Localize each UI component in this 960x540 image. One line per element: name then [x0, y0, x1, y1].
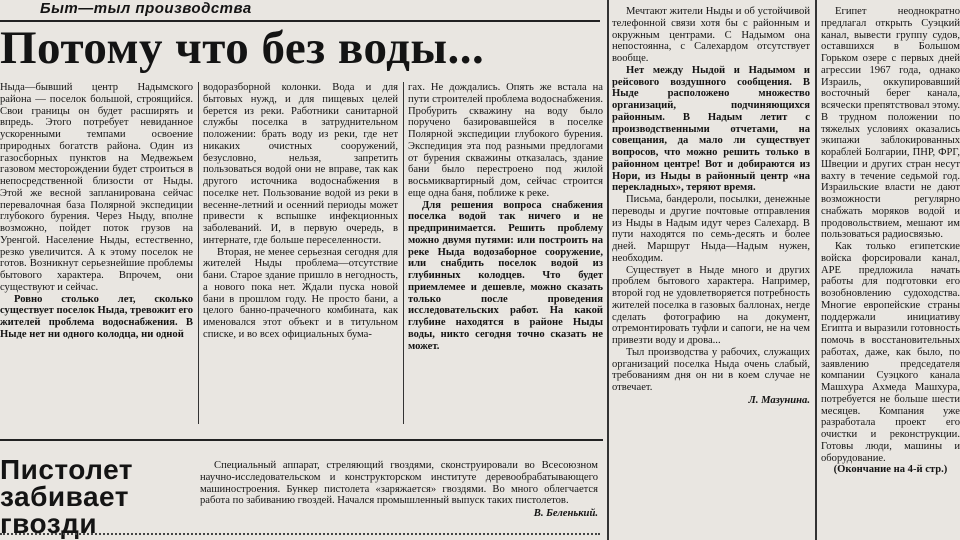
paragraph: Нет между Ныдой и Надымом и рейсового воздушного сообщения. В Ныде расположено множество организаций, подчиняющихся районным. В Надым летит с производственными отчетами, на совещания, да мало ли существует вопросов, что можно решить только в районном центре! Вот и добираются из Нори, из Ныды в районный центр «на перекладных», теряют время. — [612, 64, 810, 194]
paragraph: Тыл производства у рабочих, служащих организаций поселка Ныда очень слабый, требованиям дня он ни в коем случае не отвечает. — [612, 346, 810, 393]
article-column-4 — [612, 6, 810, 536]
paragraph: Для решения вопроса снабжения поселка водой так ничего и не предпринимается. Решить проблему можно двумя путями: или построить на реке Ныда водозаборное сооружение, или снабдить поселок водой из глубинных колодцев. Что будет приемлемее и дешевле, можно сказать только после проведения исследовательских работ. На какой глубине находятся в районе Ныды воды, никто сегодня точно сказать не может. — [408, 199, 603, 352]
column-divider — [198, 82, 199, 424]
paragraph: Мечтают жители Ныды и об устойчивой телефонной связи хотя бы с районным и окружным центрами. С Надымом она непостоянна, с Салехардом отсутствует вообще. — [612, 6, 810, 64]
paragraph: Специальный аппарат, стреляющий гвоздями, сконструировали во Всесоюзном научно-исследовательском и конструкторском институте деревообрабатывающего машиностроения. Бункер пистолета «заряжается» гвоздями. Во много облегчается работа по забиванию гвоздей. Начался промышленный выпуск таких пистолетов. — [200, 460, 598, 507]
bottom-dotted-rule — [0, 533, 600, 535]
section-rubric: Быт—тыл производства — [40, 0, 252, 17]
paragraph: Вторая, не менее серьезная сегодня для жителей Ныды проблема—отсутствие бани. Старое здание пришло в негодность, а нового пока нет. Ждали пуска новой бани в прошлом году. Не просто бани, а целого банно-прачечного комбината, как именовался этот объект и в титульном списке, и во всех официальных бума- — [203, 246, 398, 340]
paragraph: Как только египетские войска форсировали канал, АРЕ предложила начать работы для подготовки его возобновлению судоходства. Многие европейские страны поддержали инициативу Египта и выразили готовность помочь в восстановительных работах, даже, как было, по заявлению председателя компании Суэцкого канала Машхура Ахмеда Машхура, потребуется не больше шести месяцев. Компания уже разработала проект его очистки и реконструкции. Готовы люди, машины и оборудование. — [821, 241, 960, 464]
paragraph: гах. Не дождались. Опять же встала на пути строителей проблема водоснабжения. Пробурить скважину на воду было поручено базировавшейся в поселке Полярной экспедиции глубокого бурения. Экспедиция эта под разными предлогами от бурения скважины отказалась, здание бани было перестроено под жилой восьмиквартирный дом, сейчас строится еще одна баня, поближе к реке. — [408, 82, 603, 199]
paragraph: Существует в Ныде много и других проблем бытового характера. Например, второй год не удовлетворяется потребность жителей поселка в газовых баллонах, негде сделать фотографию на документ, отремонтировать туфли и сапоги, не на чем привезти воду и дрова... — [612, 264, 810, 346]
paragraph: водоразборной колонки. Вода и для бытовых нужд, и для пищевых целей берется из реки. Работники санитарной службы поселка в затруднительном положении: брать воду из реки, где нет никаких очистных сооружений, безусловно, нельзя, запретить пользоваться водой они не вправе, так как другого источника водоснабжения в поселке нет. Пользование водой из реки в весенне-летний и осенний периоды может привести к вспышке инфекционных заболеваний. И, в первую очередь, в интернате, где больше переселенности. — [203, 82, 398, 246]
paragraph: Ровно столько лет, сколько существует поселок Ныда, тревожит его жителей проблема водоснабжения. В Ныде нет ни одного колодца, ни одной — [0, 293, 193, 340]
headline-line: гвозди — [0, 508, 98, 539]
paragraph: Египет неоднократно предлагал открыть Суэцкий канал, вывести группу судов, оставшихся в Большом Горьком озере с первых дней агрессии 1967 года, однако Израиль, оккупировавший восточный берег канала, всячески препятствовал этому. В трудном положении по тяжелых условиях оказались экипажи заблокированных кораблей Болгарии, ПНР, ФРГ, Швеции и других стран несут вахту в течение седьмой год. Израильские власти не дают возможности регулярно снабжать моряков водой и продовольствием, мешают им пользоваться радиосвязью. — [821, 6, 960, 241]
article-column-3 — [408, 82, 603, 425]
pistol-article-text — [200, 460, 598, 536]
author-signature: Л. Мазунина. — [748, 394, 810, 406]
pistol-headline — [0, 456, 200, 537]
paragraph: Письма, бандероли, посылки, денежные переводы и другие почтовые отправления из Ныды в Надым идут через Салехард. В пути находятся по семь-десять и более дней. Маршрут Ныда—Надым нужен, необходим. — [612, 194, 810, 264]
right-column-article — [821, 6, 960, 536]
article-column-1 — [0, 82, 193, 425]
article-separator — [0, 439, 603, 441]
column-divider — [607, 0, 609, 540]
headline-line: Пистолет — [0, 454, 133, 485]
continuation-note: (Окончание на 4-й стр.) — [833, 464, 948, 476]
column-divider — [815, 0, 817, 540]
headline-line: забивает — [0, 481, 129, 512]
column-divider — [403, 82, 404, 424]
article-headline: Потому что без воды... — [0, 22, 485, 74]
article-column-2 — [203, 82, 398, 425]
author-signature: В. Беленький. — [533, 508, 598, 519]
paragraph: Ныда—бывший центр Надымского района — поселок большой, строящийся. Свои границы он будет расширять и впредь. Этого потребует невиданное ускоренными темпами освоение природных богатств района. Один из газосборных пунктов на Медвежьем газовом месторождении будет строиться в непосредственной близости от Ныды. Этой же весной запланирована сейчас перевалочная база Полярной экспедиции глубокого бурения. Через Ныду, вполне возможно, пойдет поток грузов на Уренгой. Население Ныды, естественно, резко увеличится. А к этому поселок не готов. Возникнут серьезнейшие проблемы бытового характера. Впрочем, они существуют и сейчас. — [0, 82, 193, 293]
